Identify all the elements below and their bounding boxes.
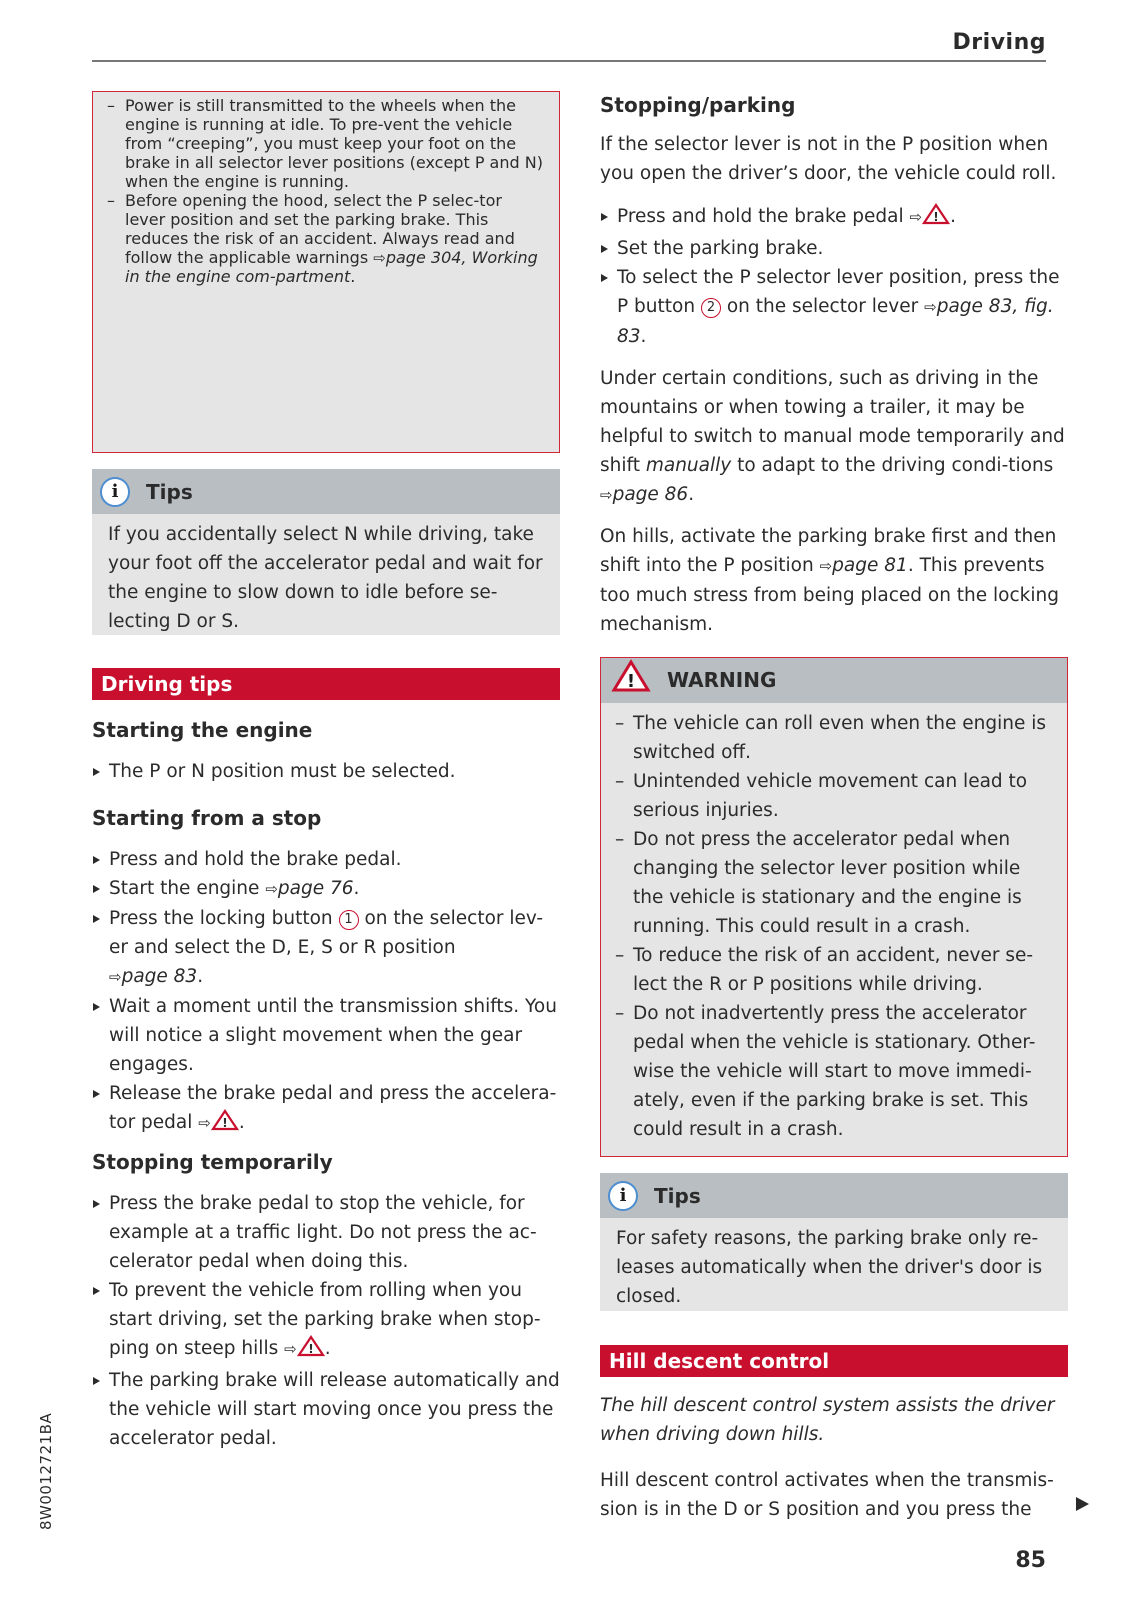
info-icon: i [608,1181,638,1211]
warning-triangle-icon [211,1109,239,1140]
warning-title: WARNING [667,668,777,692]
list-item: To prevent the vehicle from rolling when you start driving, set the parking brake when stop-ping on steep hills ⇨ ! . [92,1276,562,1366]
page-reference-link[interactable]: page 86 [612,484,689,505]
list-item-text: To select the P selector lever position, press the P button [617,267,1060,317]
svg-text:!: ! [933,210,939,224]
list-item: Press the brake pedal to stop the vehicle, for example at a traffic light. Do not press the ac-celerator pedal when doing this. [92,1189,562,1276]
paragraph-text: Under certain conditions, such as driving in the mountains or when towing a trailer, it may be helpful to switch to manual mode temporarily and shift [600,368,1065,476]
warning-triangle-icon [922,203,950,234]
info-icon: i [100,477,130,507]
list-item: Press the locking button 1 on the selector lev-er and select the D, E, S or R position ⇨page 83. [92,904,562,992]
warning-triangle-icon [611,659,651,702]
page-reference-link[interactable]: page 76 [277,878,354,899]
arrow-right-icon: ⇨ [284,1340,297,1358]
arrow-right-icon: ⇨ [198,1114,211,1132]
paragraph: Under certain conditions, such as driving in the mountains or when towing a trailer, it may be helpful to switch to manual mode temporarily and shift manually to adapt to the driving condi-tions ⇨page 86. [600,368,1065,505]
tips-title: Tips [146,479,193,504]
section-heading-driving-tips: Driving tips [92,668,560,700]
tips-box [600,1173,1068,1311]
warning-continued-item: – Before opening the hood, select the P selec-tor lever position and set the parking brake. This reduces the risk of an accident. Always read and follow the applicable warnings ⇨page 304, Working in the engine com-partment. [107,191,545,286]
callout-number-badge: 2 [701,298,721,318]
page-reference-link[interactable]: page 83, fig. 83 [617,296,1054,347]
arrow-right-icon: ⇨ [819,557,833,575]
arrow-right-icon: ⇨ [924,298,937,316]
list-item-text: Press the locking button [109,908,333,929]
warning-triangle-icon [297,1335,325,1366]
page-reference-link[interactable]: page 304, Working in the engine com-partment [125,248,538,286]
arrow-right-icon: ⇨ [373,249,386,267]
arrow-right-icon: ⇨ [109,968,122,986]
paragraph-text: On hills, activate the parking brake first and then shift into the P position [600,526,1057,576]
list-item: Press and hold the brake pedal ⇨ ! . [600,202,1070,234]
starting-stop-list [92,845,562,1140]
callout-number-badge: 1 [339,910,359,930]
warning-continued-box [92,91,560,453]
warning-item: – To reduce the risk of an accident, never se-lect the R or P positions while driving. [615,941,1053,999]
warning-header [601,658,1067,703]
paragraph [600,522,1070,639]
list-item: Wait a moment until the transmission shifts. You will notice a slight movement when the gear engages. [92,992,562,1079]
warning-continued-list [107,96,545,286]
list-item: To select the P selector lever position, press the P button 2 on the selector lever ⇨page 83, fig. 83. [600,263,1070,351]
page-number: 85 [1015,1548,1046,1573]
header-title: Driving [952,30,1046,55]
heading-stopping-parking: Stopping/parking [600,93,796,117]
tips-text: If you accidentally select N while driving, take your foot off the accelerator pedal and wait for the engine to slow down to idle before se-lecting D or S. [108,524,543,632]
page-reference-link[interactable]: page 81 [832,555,908,576]
warning-continued-item: – Power is still transmitted to the wheels when the engine is running at idle. To pre-vent the vehicle from “creeping”, you must keep your foot on the brake in all selector lever positions (except P and N) when the engine is running. [107,96,545,191]
tips-title: Tips [654,1183,701,1208]
list-item-text: To prevent the vehicle from rolling when you start driving, set the parking brake when stop-ping on steep hills [109,1280,541,1359]
list-item-text: Press and hold the brake pedal [617,206,904,227]
warning-item: – Do not inadvertently press the accelerator pedal when the vehicle is stationary. Other-wise the vehicle will start to move immedi-ately, even if the parking brake is set. This could result in a crash. [615,999,1053,1144]
continue-arrow-icon [1076,1497,1089,1511]
list-item: The P or N position must be selected. [92,757,562,786]
list-item-text: Release the brake pedal and press the accelera-tor pedal [109,1083,557,1133]
arrow-right-icon: ⇨ [265,880,278,898]
list-item: Set the parking brake. [600,234,1070,263]
heading-stopping-temporarily: Stopping temporarily [92,1150,333,1174]
svg-text:!: ! [626,671,636,692]
list-item-text: Start the engine [109,878,260,899]
starting-engine-list [92,757,562,786]
warning-item: – Do not press the accelerator pedal when changing the selector lever position while the vehicle is stationary and the engine is running. This could result in a crash. [615,825,1053,941]
page-reference-link[interactable]: page 83 [121,966,198,987]
heading-starting-engine: Starting the engine [92,718,313,742]
emphasis-text: manually [645,455,732,476]
stopping-parking-list [600,202,1070,351]
paragraph-text: . This prevents too much stress from being placed on the locking mechanism. [600,555,1059,635]
header-rule [92,60,1046,62]
svg-text:!: ! [222,1116,228,1130]
warning-item: – The vehicle can roll even when the engine is switched off. [615,709,1053,767]
tips-header [92,469,560,514]
paragraph: Hill descent control activates when the transmis-sion is in the D or S position and you press the [600,1470,1054,1520]
paragraph-text: to adapt to the driving condi-tions [737,455,1054,476]
tips-header [600,1173,1068,1218]
warning-box [600,657,1068,1157]
arrow-right-icon: ⇨ [600,486,613,504]
list-item: Press and hold the brake pedal. [92,845,562,874]
tips-box [92,469,560,635]
section-heading-hill-descent: Hill descent control [600,1345,1068,1377]
document-code: 8W0012721BA [37,1412,55,1530]
arrow-right-icon: ⇨ [909,208,923,226]
list-item-text: on the selector lever [726,296,919,317]
heading-starting-stop: Starting from a stop [92,806,322,830]
list-item: The parking brake will release automatically and the vehicle will start moving once you press the accelerator pedal. [92,1366,562,1453]
list-item-text: on the selector lev-er and select the D, E, S or R position [109,908,544,958]
svg-text:!: ! [307,1342,314,1356]
stopping-temporarily-list [92,1189,562,1453]
tips-text: For safety reasons, the parking brake only re-leases automatically when the driver's door is closed. [616,1228,1043,1307]
list-item: Start the engine ⇨page 76. [92,874,562,904]
list-item: Release the brake pedal and press the accelera-tor pedal ⇨ ! . [92,1079,562,1140]
warning-continued-text: Before opening the hood, select the P selec-tor lever position and set the parking brake. This reduces the risk of an accident. Always read and follow the applicable warnings [125,191,515,267]
intro-paragraph: The hill descent control system assists the driver when driving down hills. [600,1395,1055,1445]
warning-list [615,709,1053,1144]
warning-item: – Unintended vehicle movement can lead to serious injuries. [615,767,1053,825]
paragraph: If the selector lever is not in the P position when you open the driver’s door, the vehicle could roll. [600,134,1057,184]
